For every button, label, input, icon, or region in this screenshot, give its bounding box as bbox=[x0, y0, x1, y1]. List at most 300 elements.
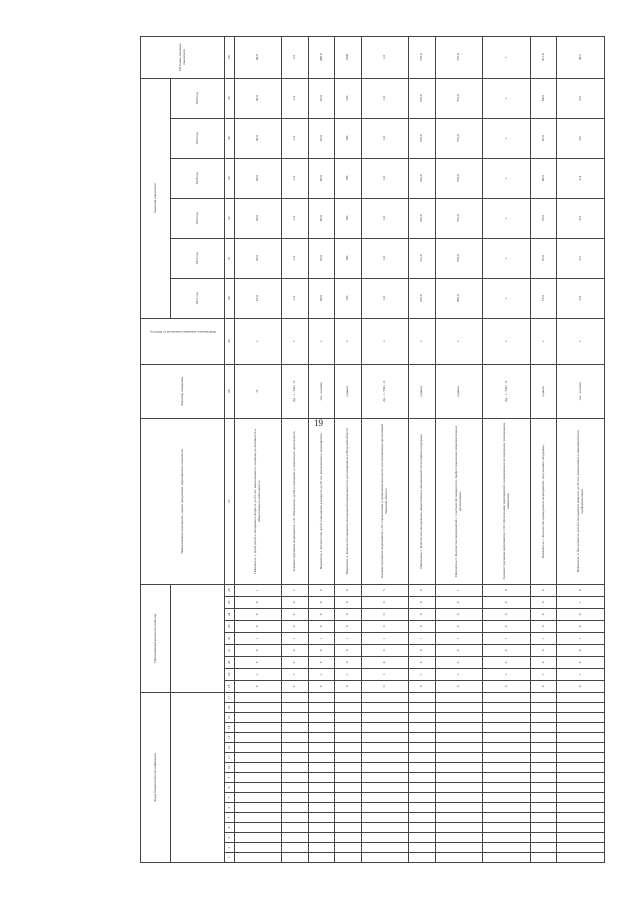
budget-code-cell bbox=[530, 783, 557, 793]
indicator-unit: % bbox=[235, 364, 282, 418]
budget-code-cell bbox=[282, 692, 309, 702]
indicator-name: Показатель 1. Доля детей и молодежи в возрасте до 35 лет, вовлеченных в социальную активность и общественную деятельность bbox=[235, 418, 282, 584]
program-code-digit: 1 bbox=[308, 632, 335, 644]
program-code-digit: 0 bbox=[235, 680, 282, 692]
program-code-digit: 1 bbox=[409, 668, 436, 680]
column-number: 1 bbox=[225, 853, 235, 863]
budget-code-cell bbox=[435, 793, 482, 803]
year-value: 80,0 bbox=[530, 158, 557, 198]
budget-code-cell bbox=[235, 833, 282, 843]
year-value: 555,0 bbox=[435, 198, 482, 238]
budget-code-cell bbox=[235, 793, 282, 803]
budget-code-cell bbox=[530, 713, 557, 723]
base-value: x bbox=[361, 318, 408, 364]
column-number: 34 bbox=[225, 118, 235, 158]
column-number: 25 bbox=[225, 596, 235, 608]
program-code-digit: 0 bbox=[557, 644, 605, 656]
budget-code-cell bbox=[530, 843, 557, 853]
year-header: 2021 год bbox=[171, 278, 225, 318]
budget-code-cell bbox=[282, 723, 309, 733]
budget-code-cell bbox=[435, 843, 482, 853]
year-value: 1,0 bbox=[282, 78, 309, 118]
column-number: 9 bbox=[225, 773, 235, 783]
base-value: x bbox=[308, 318, 335, 364]
budget-code-cell bbox=[308, 833, 335, 843]
budget-code-cell bbox=[361, 723, 408, 733]
budget-code-cell bbox=[335, 783, 362, 793]
budget-code-cell bbox=[435, 813, 482, 823]
year-value: 575,0 bbox=[435, 118, 482, 158]
budget-code-cell bbox=[435, 743, 482, 753]
year-value: 1,0 bbox=[361, 78, 408, 118]
budget-code-cell bbox=[361, 783, 408, 793]
program-code-digit: 0 bbox=[409, 680, 436, 692]
budget-code-cell bbox=[557, 692, 605, 702]
program-code-digit: 0 bbox=[361, 596, 408, 608]
indicator-unit: Да - 1 / Нет - 0 bbox=[361, 364, 408, 418]
budget-code-cell bbox=[361, 703, 408, 713]
budget-code-cell bbox=[308, 793, 335, 803]
year-value: 1 bbox=[483, 238, 530, 278]
budget-code-cell bbox=[308, 733, 335, 743]
column-number: 11 bbox=[225, 753, 235, 763]
budget-code-cell bbox=[409, 723, 436, 733]
program-code-digit: 0 bbox=[282, 680, 309, 692]
budget-code-cell bbox=[483, 723, 530, 733]
budget-code-cell bbox=[335, 723, 362, 733]
indicator-name: Показатель 2. Количество мероприятий с участием обучающихся в профессиональных образовательных организациях bbox=[435, 418, 482, 584]
program-code-digit: 1 bbox=[282, 668, 309, 680]
year-value: 180 bbox=[335, 158, 362, 198]
program-code-digit: 1 bbox=[435, 632, 482, 644]
budget-code-cell bbox=[557, 833, 605, 843]
year-value: 84,0 bbox=[530, 78, 557, 118]
header-program-code: Программный аналитический код bbox=[141, 584, 171, 692]
budget-code-cell bbox=[235, 823, 282, 833]
base-value: x bbox=[483, 318, 530, 364]
program-code-digit: 1 bbox=[483, 668, 530, 680]
indicator-name: Показатель 1. Количество проведенных мероприятий, получивших поддержку bbox=[530, 418, 557, 584]
program-code-digit: 0 bbox=[483, 644, 530, 656]
budget-code-cell bbox=[361, 733, 408, 743]
budget-code-cell bbox=[361, 823, 408, 833]
year-value: 1 bbox=[483, 78, 530, 118]
budget-code-cell bbox=[483, 733, 530, 743]
budget-code-cell bbox=[308, 843, 335, 853]
base-value: x bbox=[335, 318, 362, 364]
year-value: 39,0 bbox=[235, 78, 282, 118]
program-code-digit: 1 bbox=[308, 668, 335, 680]
program-code-digit: 1 bbox=[235, 632, 282, 644]
column-number: 21 bbox=[225, 644, 235, 656]
year-header: 2022 год bbox=[171, 238, 225, 278]
program-code-digit: 0 bbox=[361, 608, 408, 620]
program-code-digit: 0 bbox=[483, 620, 530, 632]
program-code-digit: 0 bbox=[530, 644, 557, 656]
program-code-digit: 0 bbox=[483, 596, 530, 608]
program-code-digit: 0 bbox=[530, 680, 557, 692]
program-code-digit: 7 bbox=[435, 584, 482, 596]
budget-code-cell bbox=[435, 833, 482, 843]
program-code-digit: 0 bbox=[530, 620, 557, 632]
program-code-digit: 4 bbox=[335, 656, 362, 668]
budget-code-cell bbox=[308, 692, 335, 702]
budget-code-cell bbox=[557, 743, 605, 753]
program-code-digit: 0 bbox=[308, 644, 335, 656]
final-value: 1 bbox=[483, 36, 530, 78]
budget-code-cell bbox=[308, 783, 335, 793]
budget-code-cell bbox=[435, 763, 482, 773]
budget-code-cell bbox=[308, 763, 335, 773]
indicator-name: Административное мероприятие 1.01. Вовлечение детей и молодежи в социальную деятельность bbox=[282, 418, 309, 584]
program-code-digit: 0 bbox=[335, 596, 362, 608]
program-code-digit: 0 bbox=[530, 596, 557, 608]
budget-code-cell bbox=[557, 843, 605, 853]
program-code-digit: 6 bbox=[409, 584, 436, 596]
budget-code-cell bbox=[409, 692, 436, 702]
budget-code-cell bbox=[235, 843, 282, 853]
budget-code-cell bbox=[557, 793, 605, 803]
final-value: 1,0 bbox=[361, 36, 408, 78]
indicator-name: Показатель 1. Количество детей и молодежи в возрасте до 35 лет, вовлеченных в мероприятия bbox=[308, 418, 335, 584]
budget-code-cell bbox=[483, 763, 530, 773]
column-number: 18 bbox=[225, 680, 235, 692]
program-code-digit: 1 bbox=[557, 596, 605, 608]
budget-code-cell bbox=[335, 823, 362, 833]
year-value: 1,0 bbox=[282, 158, 309, 198]
budget-code-cell bbox=[361, 743, 408, 753]
budget-code-cell bbox=[361, 803, 408, 813]
budget-code-cell bbox=[308, 723, 335, 733]
budget-code-cell bbox=[483, 833, 530, 843]
table-row bbox=[435, 36, 482, 862]
budget-code-cell bbox=[282, 773, 309, 783]
program-code-digit: 0 bbox=[435, 644, 482, 656]
budget-code-cell bbox=[308, 713, 335, 723]
column-number: 10 bbox=[225, 763, 235, 773]
program-code-digit: 0 bbox=[335, 620, 362, 632]
column-number: 26 bbox=[225, 584, 235, 596]
column-number: 12 bbox=[225, 743, 235, 753]
budget-code-cell bbox=[483, 692, 530, 702]
year-value: 90,0 bbox=[308, 158, 335, 198]
year-value: 220 bbox=[335, 78, 362, 118]
year-value: 6,6 bbox=[557, 118, 605, 158]
program-code-digit: 0 bbox=[483, 608, 530, 620]
header-unit: Единица измерения bbox=[141, 364, 225, 418]
year-value: 1,0 bbox=[361, 238, 408, 278]
indicator-name: Показатель 2. Количество проектов молодежной направленности, реализованных в Тверской области bbox=[335, 418, 362, 584]
header-base-value: Фактическое значение показателя за 2020 год bbox=[141, 318, 225, 364]
program-code-digit: 0 bbox=[435, 608, 482, 620]
table-row bbox=[483, 36, 530, 862]
budget-code-cell bbox=[530, 853, 557, 863]
program-code-digit: 4 bbox=[308, 656, 335, 668]
budget-code-cell bbox=[483, 853, 530, 863]
year-value: 58,0 bbox=[308, 278, 335, 318]
budget-code-cell bbox=[308, 703, 335, 713]
header-program-subcells bbox=[171, 584, 225, 692]
budget-code-cell bbox=[335, 753, 362, 763]
year-value: 76,0 bbox=[530, 238, 557, 278]
column-number: 23 bbox=[225, 620, 235, 632]
budget-code-cell bbox=[435, 703, 482, 713]
indicator-name: Показатель 1. Количество молодежных общественных объединений, получивших поддержку bbox=[409, 418, 436, 584]
year-value: 23,0 bbox=[235, 278, 282, 318]
budget-code-cell bbox=[530, 793, 557, 803]
year-value: 1,0 bbox=[282, 118, 309, 158]
final-value: 555,0 bbox=[409, 36, 436, 78]
indicator-unit: единиц bbox=[530, 364, 557, 418]
program-code-digit: 0 bbox=[335, 644, 362, 656]
budget-code-cell bbox=[308, 853, 335, 863]
column-number: 24 bbox=[225, 608, 235, 620]
column-number: 30 bbox=[225, 278, 235, 318]
program-code-digit: 0 bbox=[235, 596, 282, 608]
column-number: 16 bbox=[225, 703, 235, 713]
budget-code-cell bbox=[435, 853, 482, 863]
year-value: 95,0 bbox=[308, 78, 335, 118]
column-number-row bbox=[225, 36, 235, 862]
program-code-digit: 0 bbox=[308, 620, 335, 632]
budget-code-cell bbox=[557, 733, 605, 743]
budget-code-cell bbox=[435, 723, 482, 733]
budget-code-cell bbox=[409, 713, 436, 723]
budget-code-cell bbox=[361, 692, 408, 702]
year-value: 200 bbox=[335, 118, 362, 158]
budget-code-cell bbox=[409, 833, 436, 843]
year-value: 479,0 bbox=[409, 278, 436, 318]
year-value: 95,0 bbox=[308, 118, 335, 158]
budget-code-cell bbox=[282, 813, 309, 823]
budget-code-cell bbox=[435, 733, 482, 743]
column-number: 4 bbox=[225, 823, 235, 833]
program-code-digit: 0 bbox=[557, 620, 605, 632]
indicator-unit: Да - 1 / Нет - 0 bbox=[483, 364, 530, 418]
program-code-digit: 1 bbox=[335, 632, 362, 644]
indicator-name: Административное мероприятие 1.03. Организация мероприятий, направленных на поддержку молодежных инициатив bbox=[483, 418, 530, 584]
budget-code-cell bbox=[557, 703, 605, 713]
column-number: 35 bbox=[225, 78, 235, 118]
budget-code-cell bbox=[235, 773, 282, 783]
budget-code-cell bbox=[235, 803, 282, 813]
year-value: 520,0 bbox=[435, 238, 482, 278]
budget-code-cell bbox=[530, 803, 557, 813]
year-value: 78,0 bbox=[530, 198, 557, 238]
budget-code-cell bbox=[282, 833, 309, 843]
budget-code-cell bbox=[361, 713, 408, 723]
year-value: 6,6 bbox=[557, 78, 605, 118]
program-code-digit: 1 bbox=[282, 632, 309, 644]
column-number: 28 bbox=[225, 364, 235, 418]
year-value: 570,0 bbox=[435, 158, 482, 198]
year-header: 2026 год bbox=[171, 78, 225, 118]
year-value: 535,0 bbox=[409, 198, 436, 238]
budget-code-cell bbox=[483, 823, 530, 833]
rotated-table-wrapper bbox=[140, 43, 605, 863]
budget-code-cell bbox=[282, 743, 309, 753]
budget-code-cell bbox=[409, 813, 436, 823]
year-value: 1 bbox=[483, 278, 530, 318]
indicator-name: Административное мероприятие 1.02. Организация и проведение конкурсов для молодежных организаций Тверской области bbox=[361, 418, 408, 584]
budget-code-cell bbox=[530, 813, 557, 823]
year-value: 1,0 bbox=[282, 198, 309, 238]
year-value: 515,0 bbox=[409, 238, 436, 278]
budget-code-cell bbox=[361, 813, 408, 823]
program-code-digit: 2 bbox=[282, 584, 309, 596]
table-row bbox=[530, 36, 557, 862]
budget-code-cell bbox=[335, 813, 362, 823]
budget-code-cell bbox=[530, 743, 557, 753]
year-header: 2023 год bbox=[171, 198, 225, 238]
final-value: 40,0 bbox=[235, 36, 282, 78]
indicator-unit: Да - 1 / Нет - 0 bbox=[282, 364, 309, 418]
program-code-digit: 0 bbox=[409, 596, 436, 608]
budget-code-cell bbox=[409, 763, 436, 773]
program-code-digit: 0 bbox=[282, 644, 309, 656]
budget-code-cell bbox=[530, 773, 557, 783]
program-code-digit: 0 bbox=[409, 644, 436, 656]
budget-code-cell bbox=[282, 783, 309, 793]
column-number: 5 bbox=[225, 813, 235, 823]
budget-code-cell bbox=[335, 853, 362, 863]
budget-code-cell bbox=[235, 733, 282, 743]
budget-code-cell bbox=[557, 813, 605, 823]
budget-code-cell bbox=[308, 823, 335, 833]
year-value: 1,0 bbox=[361, 198, 408, 238]
year-value: 6,4 bbox=[557, 158, 605, 198]
year-value: 570,0 bbox=[409, 78, 436, 118]
budget-code-cell bbox=[483, 813, 530, 823]
year-value: 1 bbox=[483, 198, 530, 238]
table-row bbox=[335, 36, 362, 862]
program-code-digit: 4 bbox=[335, 584, 362, 596]
program-code-digit: 1 bbox=[409, 632, 436, 644]
budget-code-cell bbox=[557, 723, 605, 733]
program-code-digit: 1 bbox=[435, 668, 482, 680]
budget-code-cell bbox=[409, 773, 436, 783]
budget-code-cell bbox=[409, 853, 436, 863]
program-code-digit: 0 bbox=[282, 608, 309, 620]
program-code-digit: 0 bbox=[435, 680, 482, 692]
budget-code-cell bbox=[282, 733, 309, 743]
budget-code-cell bbox=[483, 743, 530, 753]
budget-code-cell bbox=[361, 793, 408, 803]
indicator-unit: единиц bbox=[335, 364, 362, 418]
program-code-digit: 4 bbox=[361, 656, 408, 668]
budget-code-cell bbox=[235, 713, 282, 723]
table-row bbox=[308, 36, 335, 862]
budget-code-cell bbox=[557, 753, 605, 763]
year-value: 1,0 bbox=[361, 118, 408, 158]
program-code-digit: 0 bbox=[308, 596, 335, 608]
budget-code-cell bbox=[530, 763, 557, 773]
budget-code-cell bbox=[235, 723, 282, 733]
budget-code-cell bbox=[409, 743, 436, 753]
budget-code-cell bbox=[335, 692, 362, 702]
year-value: 140 bbox=[335, 238, 362, 278]
year-value: 570,0 bbox=[409, 118, 436, 158]
year-value: 28,0 bbox=[235, 238, 282, 278]
final-value: 1020 bbox=[335, 36, 362, 78]
year-value: 555,0 bbox=[409, 158, 436, 198]
budget-code-cell bbox=[335, 763, 362, 773]
budget-code-cell bbox=[282, 823, 309, 833]
column-number: 15 bbox=[225, 713, 235, 723]
budget-code-cell bbox=[435, 783, 482, 793]
header-final-value: Итоговое значение показателя bbox=[141, 36, 225, 78]
base-value: x bbox=[557, 318, 605, 364]
column-number: 27 bbox=[225, 418, 235, 584]
program-code-digit: 0 bbox=[235, 644, 282, 656]
year-value: 1,0 bbox=[361, 158, 408, 198]
program-code-digit: 0 bbox=[335, 608, 362, 620]
program-code-digit: 0 bbox=[409, 608, 436, 620]
budget-code-cell bbox=[530, 833, 557, 843]
budget-code-cell bbox=[557, 773, 605, 783]
budget-code-cell bbox=[282, 803, 309, 813]
budget-code-cell bbox=[335, 773, 362, 783]
budget-code-cell bbox=[409, 783, 436, 793]
budget-code-cell bbox=[335, 843, 362, 853]
column-number: 3 bbox=[225, 833, 235, 843]
budget-code-cell bbox=[335, 713, 362, 723]
column-number: 8 bbox=[225, 783, 235, 793]
indicator-unit: тыс. человек bbox=[557, 364, 605, 418]
base-value: x bbox=[235, 318, 282, 364]
final-value: 499,0 bbox=[308, 36, 335, 78]
year-value: 85,0 bbox=[308, 198, 335, 238]
budget-code-cell bbox=[235, 753, 282, 763]
column-number: 17 bbox=[225, 692, 235, 702]
budget-code-cell bbox=[409, 703, 436, 713]
program-code-digit: 4 bbox=[409, 656, 436, 668]
column-number: 29 bbox=[225, 318, 235, 364]
budget-code-cell bbox=[282, 793, 309, 803]
budget-code-cell bbox=[282, 703, 309, 713]
program-code-digit: 0 bbox=[308, 608, 335, 620]
table-row bbox=[557, 36, 605, 862]
program-code-digit: 0 bbox=[435, 596, 482, 608]
budget-code-cell bbox=[308, 753, 335, 763]
year-value: 160 bbox=[335, 198, 362, 238]
budget-code-cell bbox=[435, 803, 482, 813]
program-code-digit: 1 bbox=[361, 632, 408, 644]
budget-code-cell bbox=[282, 763, 309, 773]
budget-code-cell bbox=[335, 833, 362, 843]
budget-code-cell bbox=[557, 783, 605, 793]
year-value: 6,3 bbox=[557, 198, 605, 238]
budget-code-cell bbox=[335, 793, 362, 803]
program-code-digit: 4 bbox=[483, 656, 530, 668]
program-code-digit: 5 bbox=[361, 584, 408, 596]
budget-code-cell bbox=[530, 823, 557, 833]
budget-code-cell bbox=[409, 793, 436, 803]
budget-code-cell bbox=[530, 733, 557, 743]
budget-code-cell bbox=[483, 753, 530, 763]
base-value: x bbox=[282, 318, 309, 364]
program-code-digit: 0 bbox=[530, 608, 557, 620]
budget-code-cell bbox=[308, 813, 335, 823]
budget-code-cell bbox=[361, 833, 408, 843]
budget-code-cell bbox=[530, 723, 557, 733]
budget-code-cell bbox=[483, 783, 530, 793]
table-row bbox=[235, 36, 282, 862]
program-code-digit: 1 bbox=[335, 668, 362, 680]
budget-code-cell bbox=[483, 773, 530, 783]
year-value: 38,0 bbox=[235, 158, 282, 198]
year-value: 34,0 bbox=[235, 198, 282, 238]
